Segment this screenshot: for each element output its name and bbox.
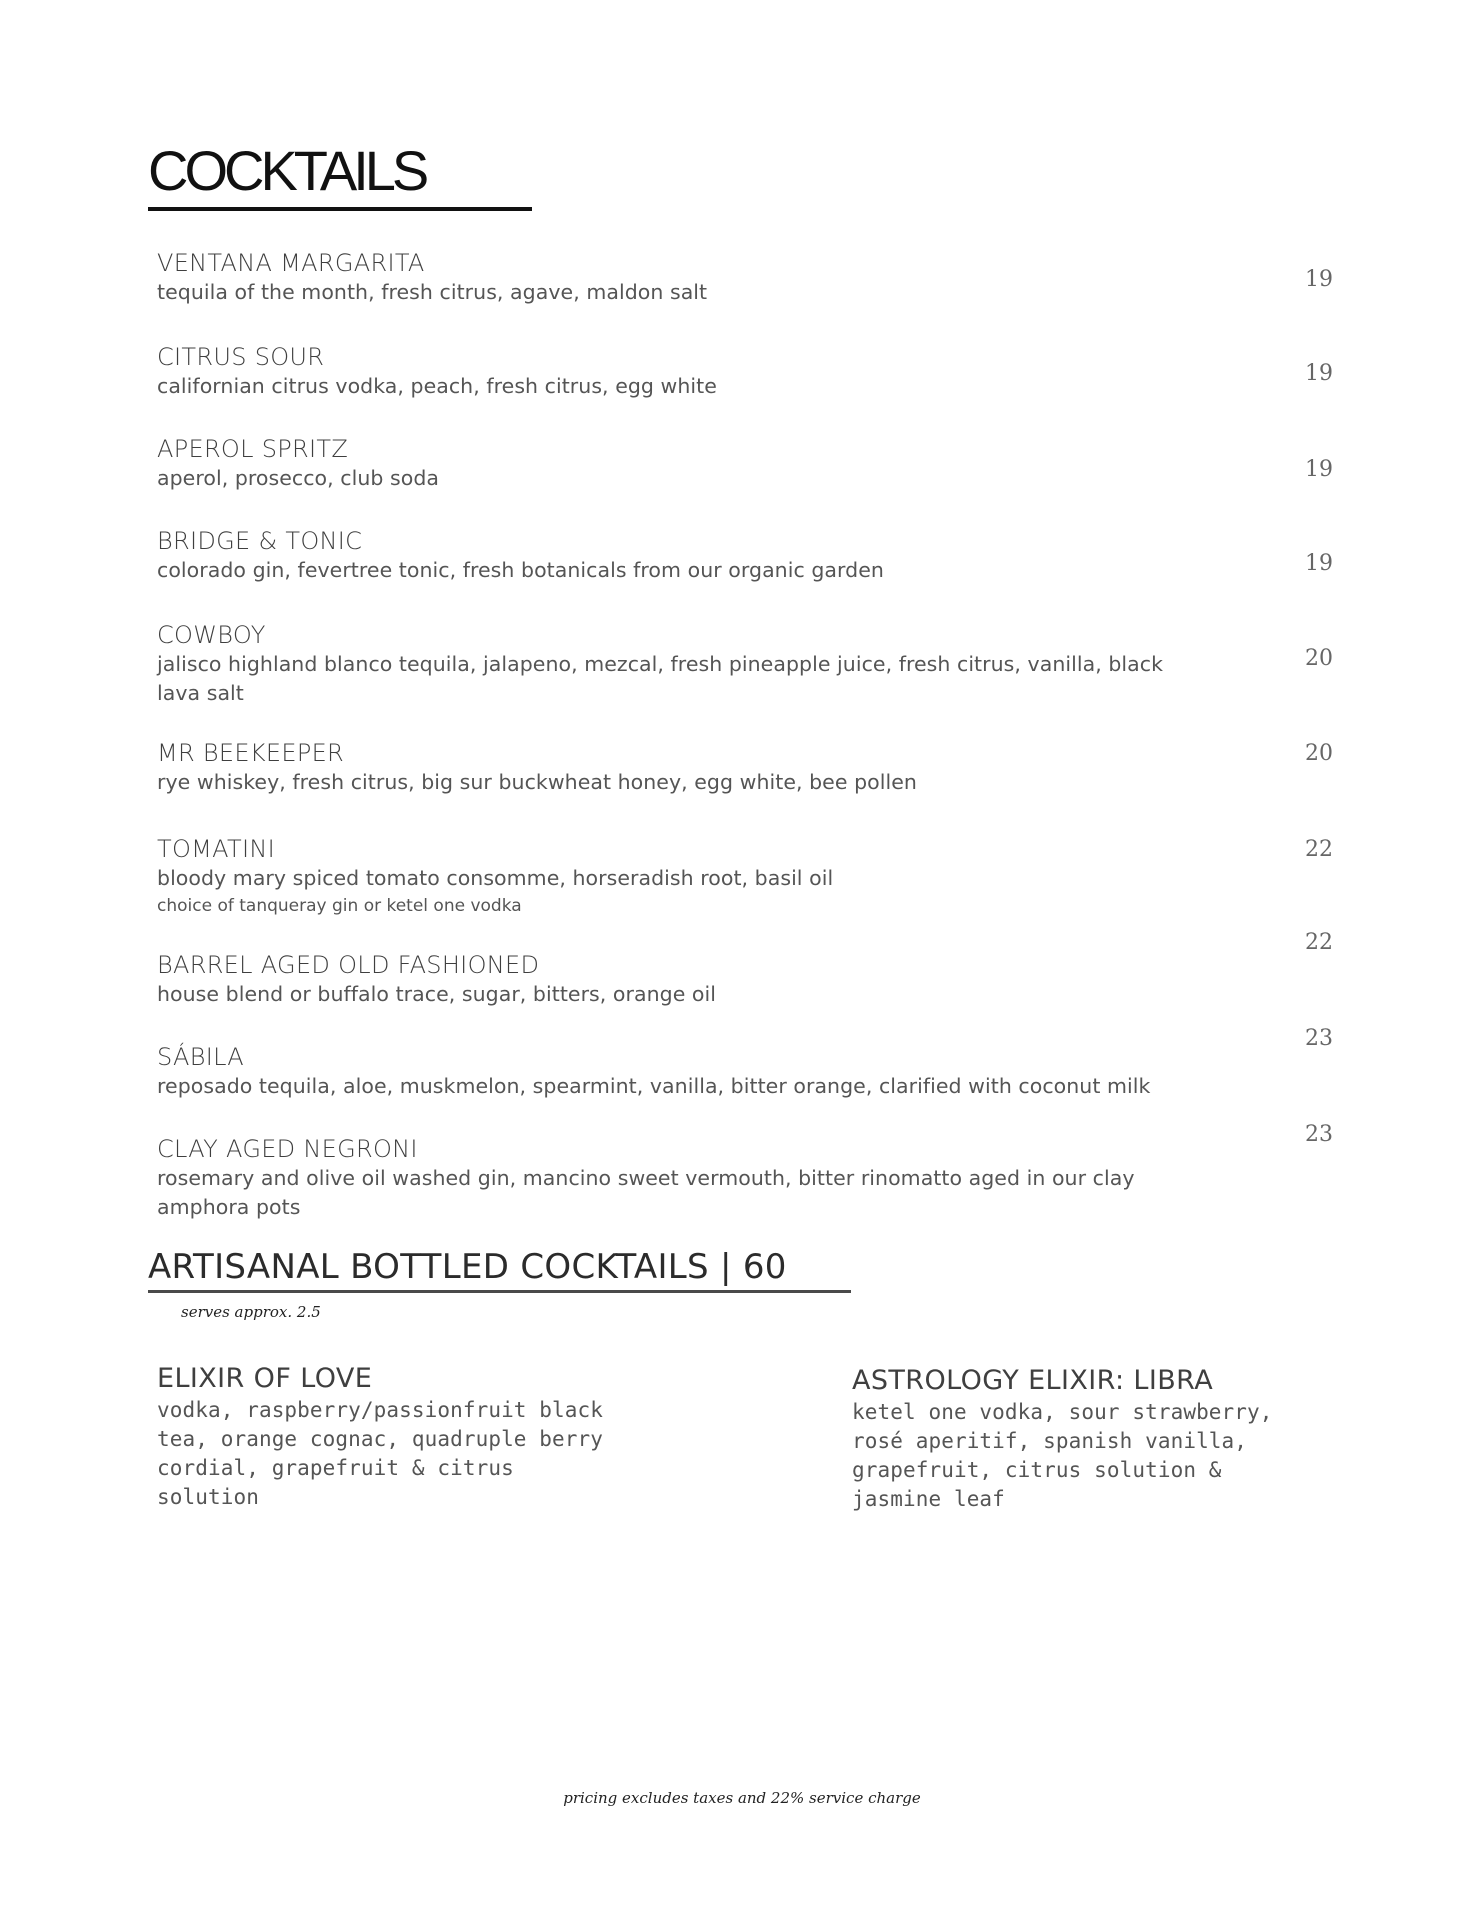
item-price: 19 xyxy=(1305,551,1333,576)
bottled-section-underline xyxy=(148,1290,851,1293)
menu-item xyxy=(157,930,1347,1009)
bottled-item-description: ketel one vodka, sour strawberry, rosé aperitif, spanish vanilla, grapefruit, citrus solution & jasmine leaf xyxy=(852,1400,1273,1511)
item-name: MR BEEKEEPER xyxy=(157,739,345,767)
item-price: 19 xyxy=(1305,361,1333,386)
item-name: SÁBILA xyxy=(157,1043,245,1071)
menu-item xyxy=(157,526,1347,585)
bottled-item-description: vodka, raspberry/passionfruit black tea, orange cognac, quadruple berry cordial, grapefruit & citrus solution xyxy=(157,1398,604,1509)
item-description: californian citrus vodka, peach, fresh citrus, egg white xyxy=(157,374,717,398)
item-description: colorado gin, fevertree tonic, fresh botanicals from our organic garden xyxy=(157,558,884,582)
title-underline xyxy=(148,207,532,211)
item-price: 23 xyxy=(1305,1122,1333,1147)
page-title: COCKTAILS xyxy=(148,139,426,202)
item-description: aperol, prosecco, club soda xyxy=(157,466,440,490)
bottled-item-name: ELIXIR OF LOVE xyxy=(157,1363,373,1394)
item-note: choice of tanqueray gin or ketel one vodka xyxy=(157,896,522,916)
item-name: BARREL AGED OLD FASHIONED xyxy=(157,951,540,979)
item-name: VENTANA MARGARITA xyxy=(157,249,425,277)
menu-item xyxy=(157,834,1347,919)
menu-item xyxy=(157,248,1347,307)
menu-item xyxy=(157,738,1347,797)
item-price: 23 xyxy=(1305,1026,1333,1051)
item-description: bloody mary spiced tomato consomme, horseradish root, basil oil xyxy=(157,866,834,890)
item-price: 22 xyxy=(1305,837,1333,862)
item-price: 20 xyxy=(1305,741,1333,766)
bottled-section-title: ARTISANAL BOTTLED COCKTAILS | 60 xyxy=(148,1247,787,1287)
item-price: 19 xyxy=(1305,267,1333,292)
item-description: house blend or buffalo trace, sugar, bitters, orange oil xyxy=(157,982,717,1006)
serving-note: serves approx. 2.5 xyxy=(181,1303,321,1321)
menu-item xyxy=(157,1026,1347,1101)
item-name: APEROL SPRITZ xyxy=(157,435,349,463)
item-description: reposado tequila, aloe, muskmelon, spearmint, vanilla, bitter orange, clarified with coconut milk xyxy=(157,1074,1151,1098)
item-price: 20 xyxy=(1305,646,1333,671)
footer-note: pricing excludes taxes and 22% service charge xyxy=(563,1789,921,1807)
bottled-item-name: ASTROLOGY ELIXIR: LIBRA xyxy=(852,1365,1214,1396)
menu-item xyxy=(157,620,1347,708)
menu-item xyxy=(157,1122,1347,1222)
item-description: rosemary and olive oil washed gin, mancino sweet vermouth, bitter rinomatto aged in our clay amphora pots xyxy=(157,1166,1135,1219)
item-name: CITRUS SOUR xyxy=(157,343,325,371)
item-price: 19 xyxy=(1305,457,1333,482)
menu-item xyxy=(157,342,1347,401)
bottled-item xyxy=(157,1362,617,1512)
item-price: 22 xyxy=(1305,930,1333,955)
item-name: TOMATINI xyxy=(157,835,275,863)
item-description: rye whiskey, fresh citrus, big sur buckwheat honey, egg white, bee pollen xyxy=(157,770,917,794)
item-name: BRIDGE & TONIC xyxy=(157,527,363,555)
bottled-item xyxy=(852,1364,1312,1514)
item-description: tequila of the month, fresh citrus, agave, maldon salt xyxy=(157,280,708,304)
item-name: CLAY AGED NEGRONI xyxy=(157,1135,418,1163)
item-name: COWBOY xyxy=(157,621,266,649)
menu-item xyxy=(157,434,1347,493)
item-description: jalisco highland blanco tequila, jalapeno, mezcal, fresh pineapple juice, fresh citrus, vanilla, black lava salt xyxy=(157,652,1164,705)
